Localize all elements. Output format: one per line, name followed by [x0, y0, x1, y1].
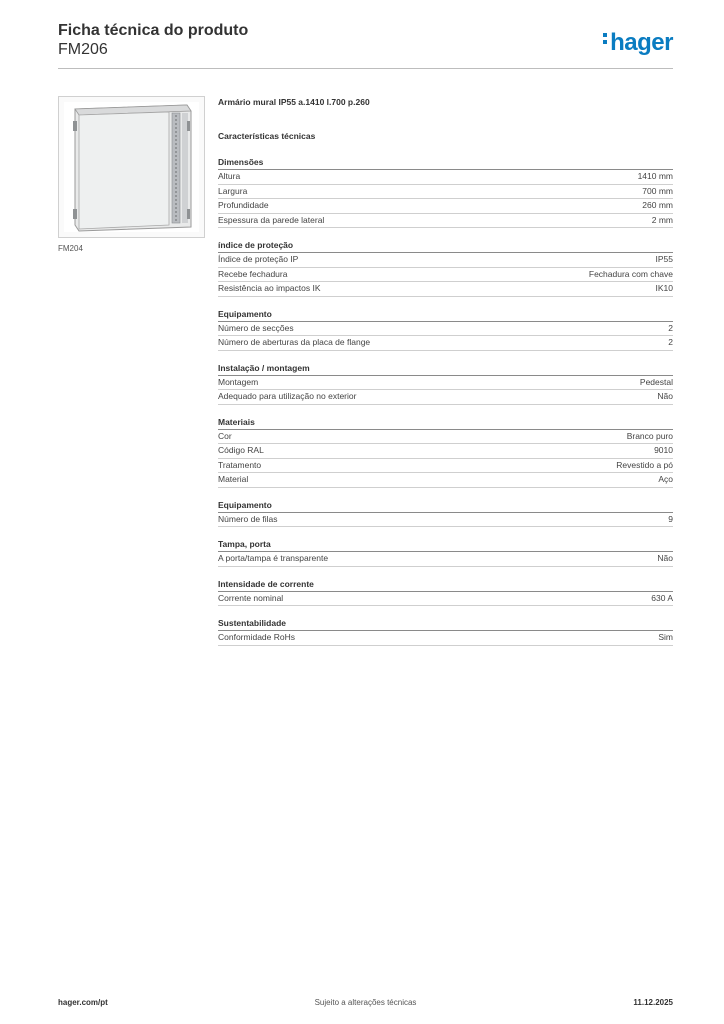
spec-row: [218, 268, 673, 283]
section-title: Intensidade de corrente: [218, 578, 673, 592]
spec-label: Número de secções: [218, 322, 294, 333]
spec-label: Conformidade RoHs: [218, 632, 296, 642]
spec-section: [218, 239, 673, 297]
spec-label: Espessura da parede lateral: [218, 214, 325, 225]
spec-label: Recebe fechadura: [218, 268, 288, 279]
section-title: Sustentabilidade: [218, 617, 673, 631]
cabinet-illustration-icon: [59, 97, 204, 237]
image-caption: FM204: [58, 244, 83, 253]
spec-value: 630 A: [651, 592, 673, 603]
spec-row: [218, 430, 673, 445]
spec-value: Revestido a pó: [616, 459, 673, 470]
spec-content: [218, 96, 673, 646]
spec-value: Branco puro: [626, 430, 673, 441]
spec-value: 2: [668, 322, 673, 333]
spec-row: [218, 199, 673, 214]
section-title: Equipamento: [218, 308, 673, 322]
section-title: Equipamento: [218, 499, 673, 513]
spec-row: [218, 185, 673, 200]
spec-section: [218, 308, 673, 351]
spec-value: 9: [668, 513, 673, 524]
spec-value: 1410 mm: [637, 171, 673, 181]
spec-value: Não: [657, 553, 673, 563]
spec-label: A porta/tampa é transparente: [218, 553, 329, 563]
spec-label: Índice de proteção IP: [218, 254, 299, 264]
spec-label: Altura: [218, 171, 241, 181]
spec-label: Número de filas: [218, 513, 278, 524]
page-header: [58, 21, 673, 59]
spec-section: [218, 416, 673, 488]
spec-row: [218, 444, 673, 459]
spec-row: [218, 214, 673, 229]
spec-value: Pedestal: [639, 376, 673, 387]
spec-label: Resistência ao impactos IK: [218, 283, 321, 293]
spec-label: Número de aberturas da placa de flange: [218, 337, 371, 347]
spec-row: [218, 336, 673, 351]
spec-row: [218, 282, 673, 297]
spec-section: [218, 578, 673, 607]
spec-label: Largura: [218, 185, 248, 196]
spec-row: [218, 631, 673, 646]
spec-value: 2: [668, 337, 673, 347]
product-code: FM206: [58, 41, 108, 58]
spec-row: [218, 473, 673, 488]
logo-text: hager: [610, 29, 673, 56]
product-name: Armário mural IP55 a.1410 l.700 p.260: [218, 97, 370, 107]
spec-value: IK10: [655, 283, 673, 293]
footer-date: 11.12.2025: [633, 998, 673, 1007]
spec-label: Código RAL: [218, 445, 264, 455]
spec-row: [218, 592, 673, 607]
spec-row: [218, 253, 673, 268]
characteristics-title: Características técnicas: [218, 131, 316, 141]
spec-value: 260 mm: [642, 200, 673, 210]
spec-row: [218, 459, 673, 474]
spec-section: [218, 538, 673, 567]
spec-label: Material: [218, 474, 249, 484]
footer-website: hager.com/pt: [58, 998, 108, 1007]
hager-logo: [603, 29, 673, 57]
spec-value: 700 mm: [642, 185, 673, 196]
cabinet-image: [58, 96, 205, 238]
spec-value: Fechadura com chave: [588, 268, 673, 279]
spec-section: [218, 156, 673, 228]
spec-value: Não: [657, 391, 673, 401]
page-title: Ficha técnica do produto: [58, 22, 249, 39]
spec-label: Montagem: [218, 376, 259, 387]
header-divider: [58, 68, 673, 69]
section-title: Instalação / montagem: [218, 362, 673, 376]
spec-value: 9010: [654, 445, 673, 455]
spec-row: [218, 376, 673, 391]
section-title: Tampa, porta: [218, 538, 673, 552]
spec-label: Profundidade: [218, 200, 269, 210]
spec-value: 2 mm: [651, 214, 673, 225]
spec-row: [218, 390, 673, 405]
footer-note: Sujeito a alterações técnicas: [314, 998, 417, 1007]
logo-dots-icon: [603, 30, 608, 47]
spec-label: Cor: [218, 430, 232, 441]
spec-sections: [218, 156, 673, 646]
spec-label: Tratamento: [218, 459, 262, 470]
spec-label: Corrente nominal: [218, 592, 284, 603]
spec-section: [218, 362, 673, 405]
spec-value: Aço: [658, 474, 673, 484]
spec-value: Sim: [658, 632, 673, 642]
section-title: índice de proteção: [218, 239, 673, 253]
spec-row: [218, 552, 673, 567]
spec-section: [218, 617, 673, 646]
spec-value: IP55: [655, 254, 673, 264]
spec-row: [218, 322, 673, 337]
section-title: Dimensões: [218, 156, 673, 170]
spec-row: [218, 513, 673, 528]
section-title: Materiais: [218, 416, 673, 430]
spec-section: [218, 499, 673, 528]
spec-label: Adequado para utilização no exterior: [218, 391, 357, 401]
spec-row: [218, 170, 673, 185]
